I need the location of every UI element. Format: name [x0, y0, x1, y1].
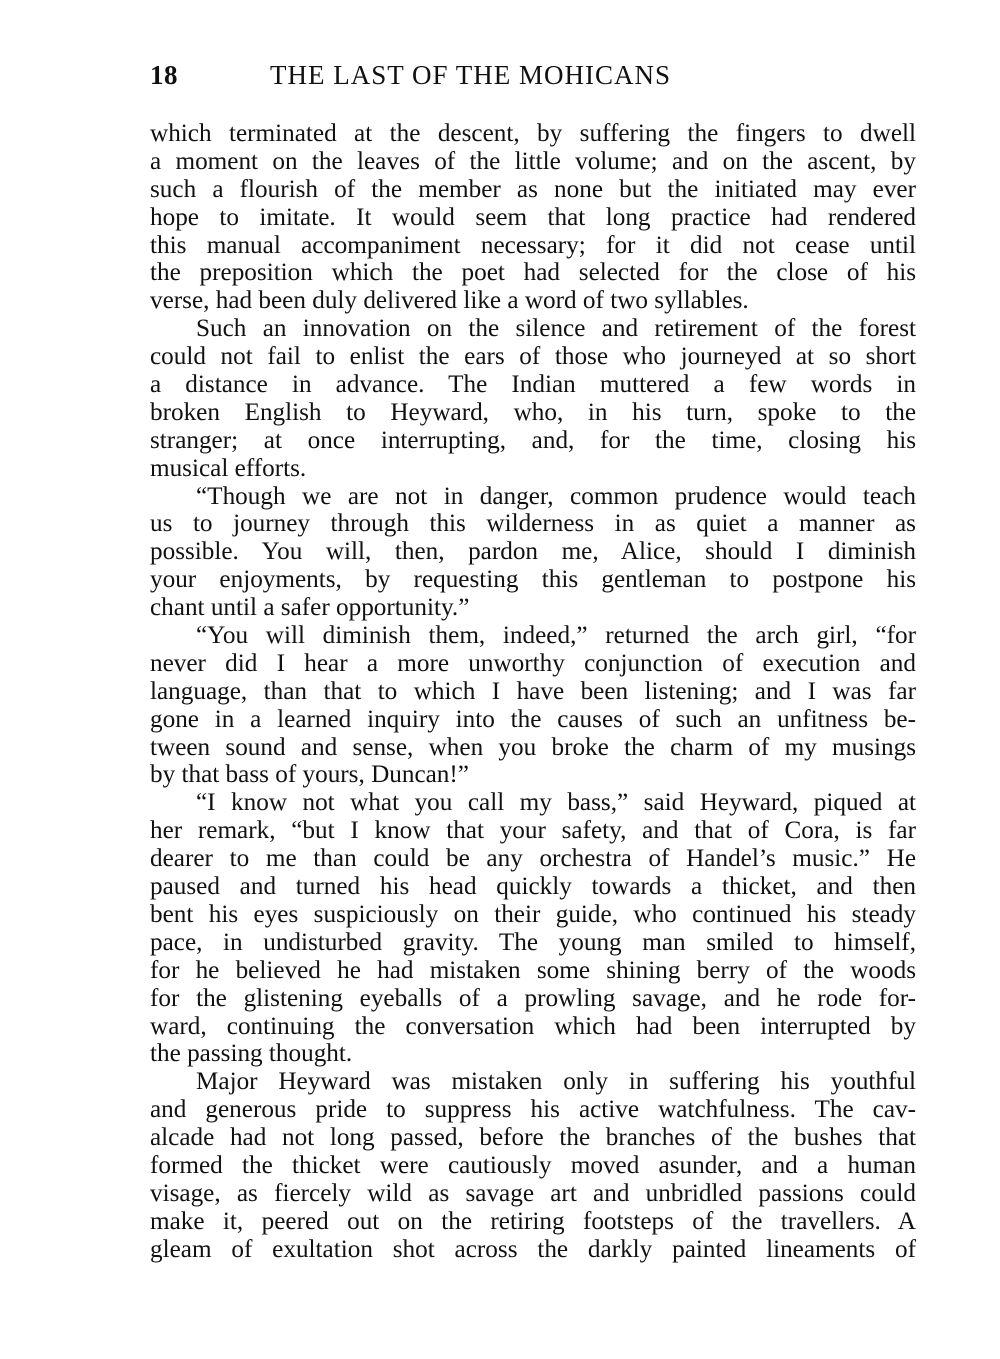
text-line: language, than that to which I have been listening; and I was far — [150, 677, 916, 705]
text-line: never did I hear a more unworthy conjunction of execution and — [150, 649, 916, 677]
text-line: which terminated at the descent, by suffering the fingers to dwell — [150, 120, 916, 147]
paragraph — [150, 622, 916, 789]
text-line: a moment on the leaves of the little volume; and on the ascent, by — [150, 147, 916, 175]
text-line: visage, as fiercely wild as savage art and unbridled passions could — [150, 1179, 916, 1207]
running-head — [150, 60, 916, 100]
text-line: musical efforts. — [150, 454, 307, 482]
body-text — [150, 120, 916, 1264]
text-line: dearer to me than could be any orchestra of Handel’s music.” He — [150, 845, 916, 873]
paragraph — [150, 483, 916, 622]
text-line: for the glistening eyeballs of a prowling savage, and he rode for- — [150, 984, 916, 1012]
text-line: bent his eyes suspiciously on their guide, who continued his steady — [150, 900, 916, 928]
paragraph — [150, 315, 916, 482]
text-line: Such an innovation on the silence and retirement of the forest — [196, 315, 916, 343]
text-line: tween sound and sense, when you broke the charm of my musings — [150, 733, 916, 761]
text-line: the passing thought. — [150, 1040, 353, 1068]
paragraph — [150, 1068, 916, 1263]
text-line: could not fail to enlist the ears of those who journeyed at so short — [150, 343, 916, 371]
page-number: 18 — [150, 60, 178, 90]
text-line: her remark, “but I know that your safety, and that of Cora, is far — [150, 817, 916, 845]
text-line: Major Heyward was mistaken only in suffering his youthful — [196, 1068, 916, 1096]
text-line: “You will diminish them, indeed,” returned the arch girl, “for — [196, 622, 916, 650]
text-line: chant until a safer opportunity.” — [150, 594, 470, 622]
text-line: ward, continuing the conversation which had been interrupted by — [150, 1012, 916, 1040]
paragraph — [150, 789, 916, 1068]
text-line: stranger; at once interrupting, and, for the time, closing his — [150, 426, 916, 454]
running-title: THE LAST OF THE MOHICANS — [270, 60, 672, 90]
text-line: “I know not what you call my bass,” said Heyward, piqued at — [196, 789, 916, 817]
book-page — [150, 60, 916, 1264]
text-line: gone in a learned inquiry into the causes of such an unfitness be- — [150, 705, 916, 733]
text-line: for he believed he had mistaken some shining berry of the woods — [150, 956, 916, 984]
text-line: possible. You will, then, pardon me, Alice, should I diminish — [150, 538, 916, 566]
text-line: and generous pride to suppress his active watchfulness. The cav- — [150, 1096, 916, 1124]
text-line: a distance in advance. The Indian muttered a few words in — [150, 371, 916, 399]
text-line: “Though we are not in danger, common prudence would teach — [196, 482, 916, 510]
paragraph — [150, 120, 916, 315]
text-line: the preposition which the poet had selected for the close of his — [150, 259, 916, 287]
text-line: us to journey through this wilderness in as quiet a manner as — [150, 510, 916, 538]
text-line: formed the thicket were cautiously moved asunder, and a human — [150, 1151, 916, 1179]
text-line: broken English to Heyward, who, in his turn, spoke to the — [150, 398, 916, 426]
text-line: hope to imitate. It would seem that long practice had rendered — [150, 203, 916, 231]
text-line: gleam of exultation shot across the darkly painted lineaments of — [150, 1235, 916, 1263]
text-line: by that bass of yours, Duncan!” — [150, 761, 469, 789]
text-line: this manual accompaniment necessary; for it did not cease until — [150, 231, 916, 259]
text-line: such a flourish of the member as none but the initiated may ever — [150, 175, 916, 203]
text-line: paused and turned his head quickly towards a thicket, and then — [150, 873, 916, 901]
text-line: alcade had not long passed, before the branches of the bushes that — [150, 1124, 916, 1152]
text-line: your enjoyments, by requesting this gentleman to postpone his — [150, 566, 916, 594]
text-line: verse, had been duly delivered like a word of two syllables. — [150, 287, 749, 315]
text-line: make it, peered out on the retiring footsteps of the travellers. A — [150, 1207, 916, 1235]
text-line: pace, in undisturbed gravity. The young man smiled to himself, — [150, 928, 916, 956]
